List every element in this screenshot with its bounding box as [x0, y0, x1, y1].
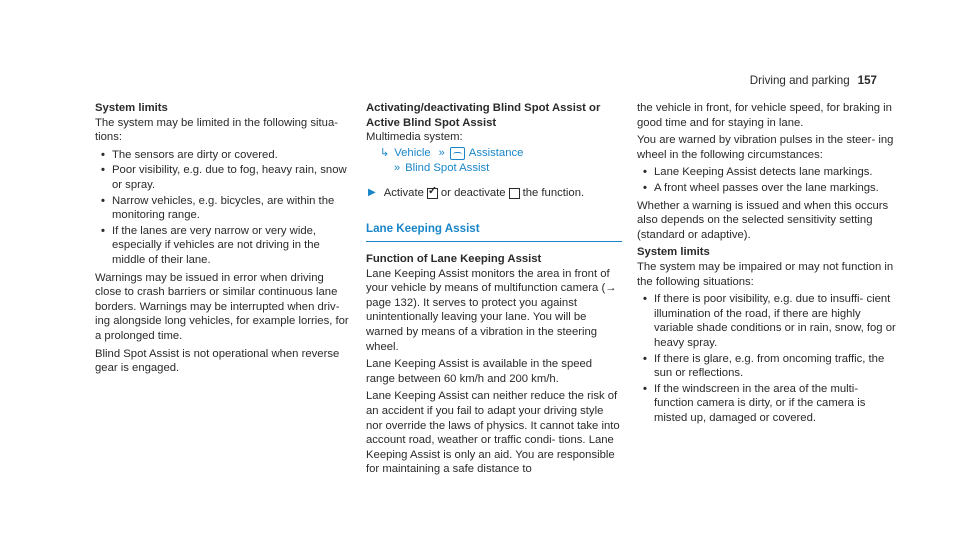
intro-text: The system may be limited in the following situa- tions:: [95, 116, 338, 144]
sensitivity-paragraph: Whether a warning is issued and when this occurs also depends on the selected sensitivity setting (standard or adaptive).: [637, 199, 889, 241]
column-right: [637, 101, 899, 428]
action-triangle-icon: ▶: [368, 186, 376, 198]
continued-paragraph: the vehicle in front, for vehicle speed, for braking in good time and for staying in lane.: [637, 102, 892, 129]
impaired-situations-list: [637, 292, 899, 425]
menu-path-blind-spot[interactable]: » Blind Spot Assist: [394, 161, 490, 174]
speed-range-paragraph: Lane Keeping Assist is available in the speed range between 60 km/h and 200 km/h.: [366, 358, 593, 385]
list-item: • If the windscreen in the area of the multi- function camera is dirty, or if the camera is misted up, damaged or covered.: [637, 382, 899, 426]
return-arrow-icon: ↳: [380, 146, 390, 159]
checkbox-unchecked-icon[interactable]: [509, 188, 520, 199]
list-item: • The sensors are dirty or covered.: [95, 148, 351, 163]
reverse-gear-paragraph: Blind Spot Assist is not operational when reverse gear is engaged.: [95, 347, 340, 375]
function-paragraph: Lane Keeping Assist monitors the area in front of your vehicle by means of multifunction camera (→ page 132). It serves to protect you against unintentionally leaving your lane. You will be warned by means of a vibration in the steering wheel.: [366, 267, 617, 353]
page-number: 157: [857, 74, 877, 87]
function-heading: Function of Lane Keeping Assist: [366, 252, 542, 265]
action-step: ▶ Activate ✓ or deactivate the function.: [366, 186, 622, 201]
warning-circumstances-list: [637, 165, 899, 195]
list-item: • Poor visibility, e.g. due to fog, heavy rain, snow or spray.: [95, 163, 351, 192]
system-limits-heading: System limits: [95, 102, 168, 114]
warning-pulses-paragraph: You are warned by vibration pulses in the steer- ing wheel in the following circumstances:: [637, 134, 894, 161]
list-item: • Narrow vehicles, e.g. bicycles, are within the monitoring range.: [95, 194, 351, 223]
lane-keeping-section-title: Lane Keeping Assist: [366, 222, 622, 242]
list-item: • If there is glare, e.g. from oncoming traffic, the sun or reflections.: [637, 352, 899, 381]
double-chevron-icon: »: [438, 146, 445, 159]
car-assistance-icon: [450, 147, 465, 160]
list-item: • If the lanes are very narrow or very wide, especially if vehicles are not driving in the middle of their lane.: [95, 224, 351, 268]
column-left: [95, 101, 351, 379]
list-item: • Lane Keeping Assist detects lane markings.: [637, 165, 899, 180]
limits-list: [95, 148, 351, 268]
checkbox-checked-icon[interactable]: [427, 188, 438, 199]
list-item: • If there is poor visibility, e.g. due to insuffi- cient illumination of the road, if there are highly variable shade conditions or in rain, snow, fog or heavy spray.: [637, 292, 899, 350]
list-item: • A front wheel passes over the lane markings.: [637, 181, 899, 196]
activate-heading: Activating/deactivating Blind Spot Assist or Active Blind Spot Assist: [366, 102, 601, 129]
running-header: [750, 74, 877, 89]
header-section: Driving and parking: [749, 74, 850, 87]
risk-paragraph: Lane Keeping Assist can neither reduce the risk of an accident if you fail to adapt your driving style nor override the laws of physics. It cannot take into account road, weather or traffic condi- tions. Lane Keeping Assist is only an aid. You are responsible for maintaining a safe distance to: [366, 390, 620, 476]
system-limits-heading-2: System limits: [637, 246, 710, 259]
column-middle: [366, 101, 622, 480]
multimedia-label: Multimedia system:: [366, 131, 463, 144]
double-chevron-icon: »: [394, 161, 401, 174]
warnings-paragraph: Warnings may be issued in error when driving close to crash barriers or similar continuous lane borders. Warnings may be interrupted when driv- ing alongside long vehicles, for example lorries, for a prolonged time.: [95, 271, 349, 342]
impaired-paragraph: The system may be impaired or may not function in the following situations:: [637, 260, 894, 288]
menu-path-vehicle[interactable]: ↳ Vehicle » Assistance: [380, 146, 524, 159]
